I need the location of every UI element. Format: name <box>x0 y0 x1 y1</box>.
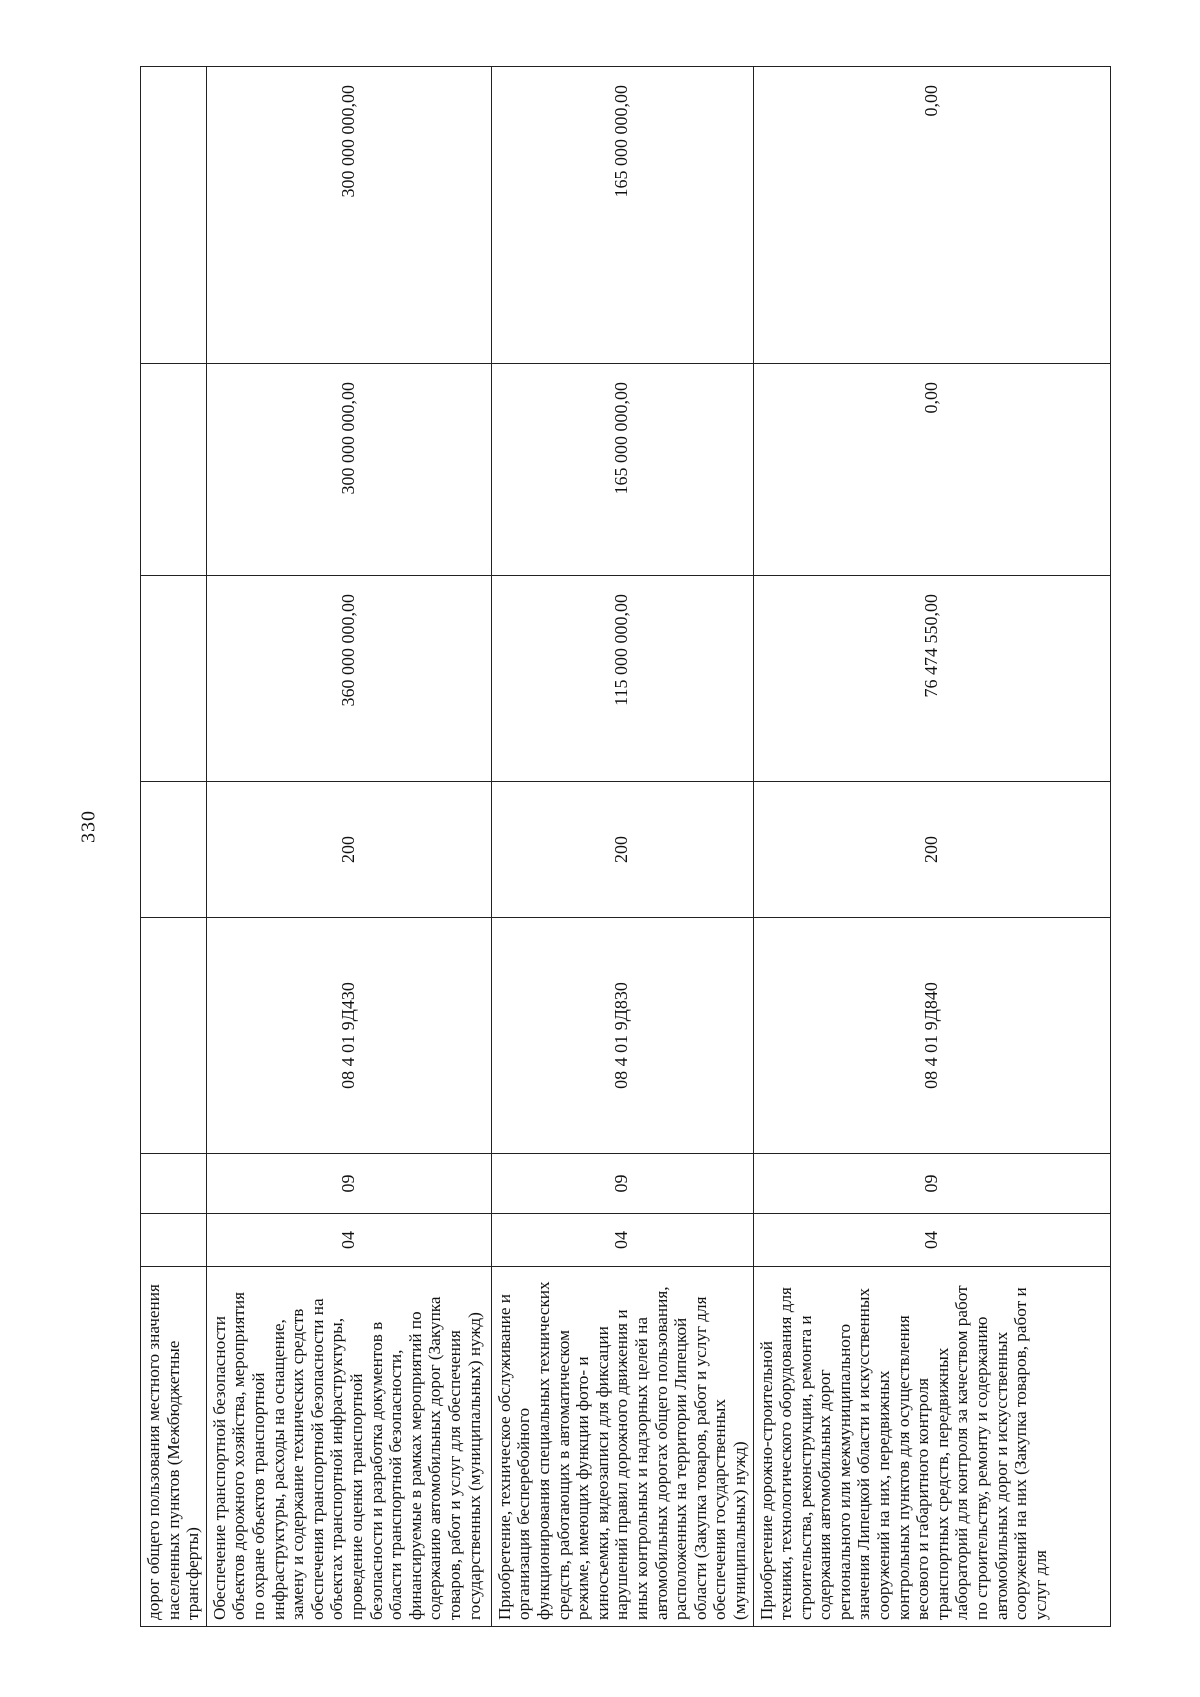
chapter-code-cell: 04 <box>753 1214 1110 1267</box>
budget-table <box>140 66 1111 1627</box>
table-row <box>491 67 753 1627</box>
table-row <box>206 67 491 1627</box>
expense-type-cell <box>141 782 207 918</box>
section-code-cell <box>141 1154 207 1214</box>
amount-year1-cell: 115 000 000,00 <box>491 576 753 782</box>
target-article-cell: 08 4 01 9Д840 <box>753 918 1110 1154</box>
expense-name-cell: Приобретение дорожно-строительной техники, технологического оборудования для строительства, реконструкции, ремонта и содержания автомобильных дорог регионального или межмуниципального значения Липецкой области и искусственных сооружений на них, передвижных контрольных пунктов для осуществления весового и габаритного контроля транспортных средств, передвижных лабораторий для контроля за качеством работ по строительству, ремонту и содержанию автомобильных дорог и искусственных сооружений на них (Закупка товаров, работ и услуг для <box>753 1267 1110 1627</box>
amount-year1-cell <box>141 576 207 782</box>
amount-year2-cell: 0,00 <box>753 364 1110 576</box>
amount-year2-cell: 165 000 000,00 <box>491 364 753 576</box>
expense-name-cell: дорог общего пользования местного значения населенных пунктов (Межбюджетные трансферты) <box>141 1267 207 1627</box>
expense-type-cell: 200 <box>206 782 491 918</box>
expense-name-cell: Обеспечение транспортной безопасности объектов дорожного хозяйства, мероприятия по охране объектов транспортной инфраструктуры, расходы на оснащение, замену и содержание технических средств обеспечения транспортной безопасности на объектах транспортной инфраструктуры, проведение оценки транспортной безопасности и разработка документов в области транспортной безопасности, финансируемые в рамках мероприятий по содержанию автомобильных дорог (Закупка товаров, работ и услуг для обеспечения государственных (муниципальных) нужд) <box>206 1267 491 1627</box>
amount-year1-cell: 360 000 000,00 <box>206 576 491 782</box>
target-article-cell: 08 4 01 9Д830 <box>491 918 753 1154</box>
amount-year3-cell: 165 000 000,00 <box>491 67 753 364</box>
expense-type-cell: 200 <box>753 782 1110 918</box>
target-article-cell: 08 4 01 9Д430 <box>206 918 491 1154</box>
amount-year1-cell: 76 474 550,00 <box>753 576 1110 782</box>
expense-type-cell: 200 <box>491 782 753 918</box>
page-number: 330 <box>77 810 100 843</box>
amount-year2-cell <box>141 364 207 576</box>
section-code-cell: 09 <box>206 1154 491 1214</box>
chapter-code-cell <box>141 1214 207 1267</box>
budget-table-frame <box>140 67 1092 1627</box>
table-row <box>141 67 207 1627</box>
chapter-code-cell: 04 <box>491 1214 753 1267</box>
amount-year2-cell: 300 000 000,00 <box>206 364 491 576</box>
amount-year3-cell: 0,00 <box>753 67 1110 364</box>
expense-name-cell: Приобретение, техническое обслуживание и организация бесперебойного функционирования специальных технических средств, работающих в автоматическом режиме, имеющих функции фото- и киносъемки, видеозаписи для фиксации нарушений правил дорожного движения и иных контрольных и надзорных целей на автомобильных дорогах общего пользования, расположенных на территории Липецкой области (Закупка товаров, работ и услуг для обеспечения государственных (муниципальных) нужд) <box>491 1267 753 1627</box>
target-article-cell <box>141 918 207 1154</box>
amount-year3-cell <box>141 67 207 364</box>
section-code-cell: 09 <box>753 1154 1110 1214</box>
table-row <box>753 67 1110 1627</box>
chapter-code-cell: 04 <box>206 1214 491 1267</box>
amount-year3-cell: 300 000 000,00 <box>206 67 491 364</box>
section-code-cell: 09 <box>491 1154 753 1214</box>
